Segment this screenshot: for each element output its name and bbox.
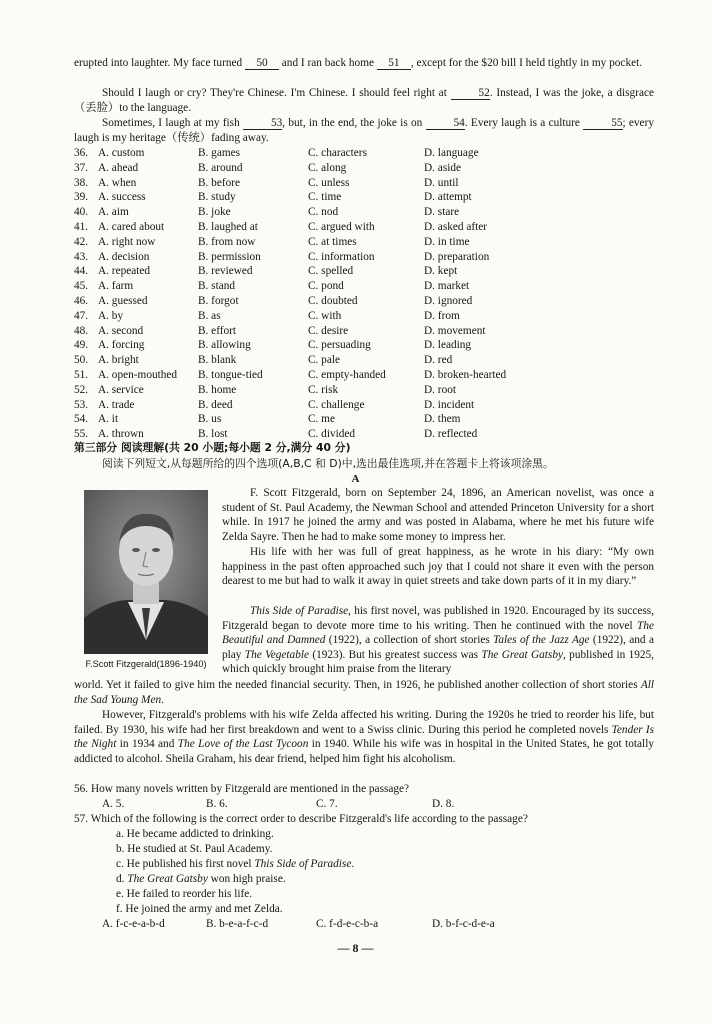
option-row (74, 398, 654, 413)
question-number: 43. (74, 250, 89, 263)
question-number: 45. (74, 280, 89, 293)
q57-choice-a[interactable]: A. f-c-e-a-b-d (102, 918, 165, 930)
option-row (74, 338, 654, 353)
option-a[interactable]: A. ahead (98, 161, 139, 174)
option-row (74, 220, 654, 235)
option-a[interactable]: A. success (98, 191, 146, 204)
option-a[interactable]: A. by (98, 309, 124, 322)
option-d[interactable]: D. attempt (424, 191, 472, 204)
question-number: 50. (74, 354, 89, 367)
blank-55: 55 (583, 117, 622, 130)
option-c[interactable]: C. risk (308, 383, 339, 396)
option-a[interactable]: A. thrown (98, 428, 144, 441)
question-number: 52. (74, 383, 89, 396)
question-56-stem: 56. How many novels written by Fitzgerald are mentioned in the passage? (74, 783, 410, 795)
q57-item-d: d. The Great Gatsby won high praise. (116, 873, 286, 885)
q57-item-e: e. He failed to reorder his life. (116, 888, 253, 900)
blank-54: 54 (426, 117, 465, 130)
option-d[interactable]: D. from (424, 309, 460, 322)
option-c[interactable]: C. pond (308, 280, 344, 293)
q57-choice-c[interactable]: C. f-d-e-c-b-a (316, 918, 379, 930)
option-row (74, 294, 654, 309)
question-number: 47. (74, 309, 89, 322)
option-c[interactable]: C. argued with (308, 220, 375, 233)
option-d[interactable]: D. broken-hearted (424, 368, 507, 381)
option-c[interactable]: C. spelled (308, 265, 354, 278)
blank-53: 53 (243, 117, 282, 130)
option-a[interactable]: A. forcing (98, 339, 145, 352)
passage-paragraph-4: However, Fitzgerald's problems with his wife Zelda affected his writing. During the 1920s he tried to reorder his life, but failed. By 1930, his wife had her first breakdown and went to a Swiss clinic. During this period he completed novels Tender Is the Night in 1934 and The Love of the Last Tycoon in 1940. While his wife was in hospital in the United States, he got totally addicted to alcohol. Sheila Graham, his dear friend, helped him fight his alcoholism. (74, 709, 654, 765)
option-d[interactable]: D. stare (424, 206, 460, 219)
option-b[interactable]: B. around (198, 161, 243, 174)
option-a[interactable]: A. it (98, 413, 119, 426)
question-number: 54. (74, 413, 89, 426)
option-a[interactable]: A. guessed (98, 294, 148, 307)
question-number: 44. (74, 265, 89, 278)
option-c[interactable]: C. unless (308, 176, 350, 189)
option-c[interactable]: C. characters (308, 147, 367, 159)
option-row (74, 324, 654, 339)
option-c[interactable]: C. empty-handed (308, 368, 386, 381)
option-d[interactable]: D. leading (424, 339, 472, 352)
q56-choice-a[interactable]: A. 5. (102, 798, 125, 810)
option-b[interactable]: B. home (198, 383, 237, 396)
option-c[interactable]: C. doubted (308, 294, 358, 307)
question-number: 40. (74, 206, 89, 219)
option-a[interactable]: A. trade (98, 398, 135, 411)
q57-item-a: a. He became addicted to drinking. (116, 828, 274, 840)
question-number: 48. (74, 324, 89, 337)
question-56-choices (102, 797, 454, 812)
question-57-stem: 57. Which of the following is the correct order to describe Fitzgerald's life according to the passage? (74, 813, 528, 825)
passage-paragraph-3-continued: world. Yet it failed to give him the needed financial security. Then, in 1926, he published another collection of short stories All the Sad Young Men. (74, 679, 654, 706)
option-a[interactable]: A. open-mouthed (98, 368, 178, 381)
option-b[interactable]: B. stand (198, 280, 236, 293)
option-d[interactable]: D. language (424, 147, 479, 159)
option-row (74, 146, 654, 161)
option-d[interactable]: D. in time (424, 235, 470, 248)
option-row (74, 235, 654, 250)
option-d[interactable]: D. market (424, 280, 470, 293)
option-b[interactable]: B. joke (198, 206, 231, 219)
section-directions: 阅读下列短文,从每题所给的四个选项(A,B,C 和 D)中,选出最佳选项,并在答题卡上将该项涂黑。 (102, 457, 554, 470)
q57-item-f: f. He joined the army and met Zelda. (116, 903, 283, 915)
option-b[interactable]: B. study (198, 191, 236, 204)
option-row (74, 309, 654, 324)
option-row (74, 264, 654, 279)
passage-letter: A (351, 473, 360, 485)
option-b[interactable]: B. before (198, 176, 241, 189)
option-c[interactable]: C. with (308, 309, 342, 322)
option-row (74, 205, 654, 220)
option-b[interactable]: B. allowing (198, 339, 251, 352)
option-b[interactable]: B. as (198, 309, 221, 322)
option-row (74, 412, 654, 427)
option-a[interactable]: A. bright (98, 354, 139, 367)
option-c[interactable]: C. me (308, 413, 335, 426)
option-c[interactable]: C. information (308, 250, 375, 263)
q56-choice-c[interactable]: C. 7. (316, 798, 338, 810)
option-d[interactable]: D. asked after (424, 220, 488, 233)
option-row (74, 250, 654, 265)
option-b[interactable]: B. us (198, 413, 222, 426)
q56-choice-d[interactable]: D. 8. (432, 798, 455, 810)
option-d[interactable]: D. until (424, 176, 459, 189)
option-d[interactable]: D. ignored (424, 294, 473, 307)
option-row (74, 427, 654, 442)
option-c[interactable]: C. time (308, 191, 342, 204)
photo-caption: F.Scott Fitzgerald(1896-1940) (85, 659, 207, 669)
option-a[interactable]: A. farm (98, 280, 134, 293)
option-a[interactable]: A. second (98, 324, 144, 337)
option-d[interactable]: D. root (424, 383, 457, 396)
section-title: 第三部分 阅读理解(共 20 小题;每小题 2 分,满分 40 分) (74, 441, 351, 454)
blank-50: 50 (245, 57, 279, 70)
option-row (74, 176, 654, 191)
cloze-options-table (74, 146, 654, 442)
option-b[interactable]: B. tongue-tied (198, 368, 263, 381)
option-d[interactable]: D. incident (424, 398, 475, 411)
portrait-photo (84, 490, 208, 654)
cloze-paragraph-1: erupted into laughter. My face turned 50 and I ran back home 51 , except for the $20 bill I held tightly in my pocket. (74, 57, 643, 69)
option-a[interactable]: A. right now (98, 235, 156, 248)
option-c[interactable]: C. desire (308, 324, 349, 337)
question-number: 46. (74, 294, 89, 307)
q57-item-c: c. He published his first novel This Side of Paradise. (116, 858, 355, 870)
q57-choice-d[interactable]: D. b-f-c-d-e-a (432, 918, 495, 930)
option-row (74, 368, 654, 383)
option-a[interactable]: A. aim (98, 206, 129, 219)
option-b[interactable]: B. lost (198, 428, 228, 441)
option-b[interactable]: B. deed (198, 398, 233, 411)
question-number: 41. (74, 220, 89, 233)
option-c[interactable]: C. along (308, 161, 347, 174)
question-number: 36. (74, 147, 89, 159)
option-c[interactable]: C. divided (308, 428, 356, 441)
question-number: 51. (74, 368, 89, 381)
q57-choice-b[interactable]: B. b-e-a-f-c-d (206, 918, 269, 930)
option-d[interactable]: D. reflected (424, 428, 478, 441)
question-number: 55. (74, 428, 89, 441)
option-d[interactable]: D. preparation (424, 250, 490, 263)
option-row (74, 161, 654, 176)
option-b[interactable]: B. reviewed (198, 265, 253, 278)
portrait-image (84, 490, 208, 654)
q56-choice-b[interactable]: B. 6. (206, 798, 228, 810)
option-c[interactable]: C. persuading (308, 339, 371, 352)
question-number: 53. (74, 398, 89, 411)
option-row (74, 279, 654, 294)
option-d[interactable]: D. movement (424, 324, 486, 337)
option-b[interactable]: B. effort (198, 324, 237, 337)
passage-paragraph-2: His life with her was full of great happiness, as he wrote in his diary: “My own happiness in the past often approached such joy that I could not share it even with the person dearest to me but had to walk it away in quiet streets and take down parts of it in my diary.” (222, 546, 654, 588)
question-number: 49. (74, 339, 89, 352)
option-a[interactable]: A. repeated (98, 265, 151, 278)
cloze-paragraph-2: Should I laugh or cry? They're Chinese. I'm Chinese. I should feel right at 52. Instead, I was the joke, a disgrace（丢脸）to the language. (74, 87, 654, 114)
question-number: 37. (74, 161, 89, 174)
option-b[interactable]: B. blank (198, 354, 237, 367)
question-number: 39. (74, 191, 89, 204)
option-row (74, 353, 654, 368)
blank-51: 51 (377, 57, 411, 70)
page-number: — 8 — (337, 941, 374, 955)
option-c[interactable]: C. nod (308, 206, 339, 219)
option-b[interactable]: B. permission (198, 250, 261, 263)
option-b[interactable]: B. from now (198, 235, 256, 248)
blank-52: 52 (451, 87, 490, 100)
question-57-choices (102, 917, 495, 932)
option-a[interactable]: A. service (98, 383, 144, 396)
question-number: 38. (74, 176, 89, 189)
option-a[interactable]: A. cared about (98, 220, 165, 233)
option-d[interactable]: D. aside (424, 161, 462, 174)
cloze-paragraph-3: Sometimes, I laugh at my fish 53, but, in the end, the joke is on 54. Every laugh is a culture 55; every laugh is my heritage（传统）fading away. (74, 117, 654, 144)
option-b[interactable]: B. forgot (198, 294, 239, 307)
option-b[interactable]: B. laughed at (198, 220, 258, 233)
option-a[interactable]: A. decision (98, 250, 150, 263)
option-d[interactable]: D. red (424, 354, 453, 367)
option-a[interactable]: A. custom (98, 147, 145, 159)
option-row (74, 383, 654, 398)
passage-paragraph-1: F. Scott Fitzgerald, born on September 24, 1896, an American novelist, was once a student of St. Paul Academy, the Newman School and attended Princeton University for a short while. In 1917 he joined the army and was posted in Alabama, where he met his future wife Zelda Sayre. Then he had to make some money to impress her. (222, 487, 654, 543)
passage-paragraph-3: This Side of Paradise, his first novel, was published in 1920. Encouraged by its success, Fitzgerald began to devote more time to his writing. Then he continued with the novel The Beautiful and Damned (1922), a collection of short stories Tales of the Jazz Age (1922), and a play The Vegetable (1923). But his greatest success was The Great Gatsby, published in 1925, which quickly brought him praise from the literary (222, 605, 654, 676)
option-row (74, 190, 654, 205)
q57-item-b: b. He studied at St. Paul Academy. (116, 843, 273, 855)
option-a[interactable]: A. when (98, 176, 137, 189)
option-b[interactable]: B. games (198, 147, 241, 159)
option-d[interactable]: D. them (424, 413, 461, 426)
option-c[interactable]: C. challenge (308, 398, 365, 411)
option-d[interactable]: D. kept (424, 265, 458, 278)
option-c[interactable]: C. pale (308, 354, 340, 367)
question-number: 42. (74, 235, 89, 248)
option-c[interactable]: C. at times (308, 235, 357, 248)
